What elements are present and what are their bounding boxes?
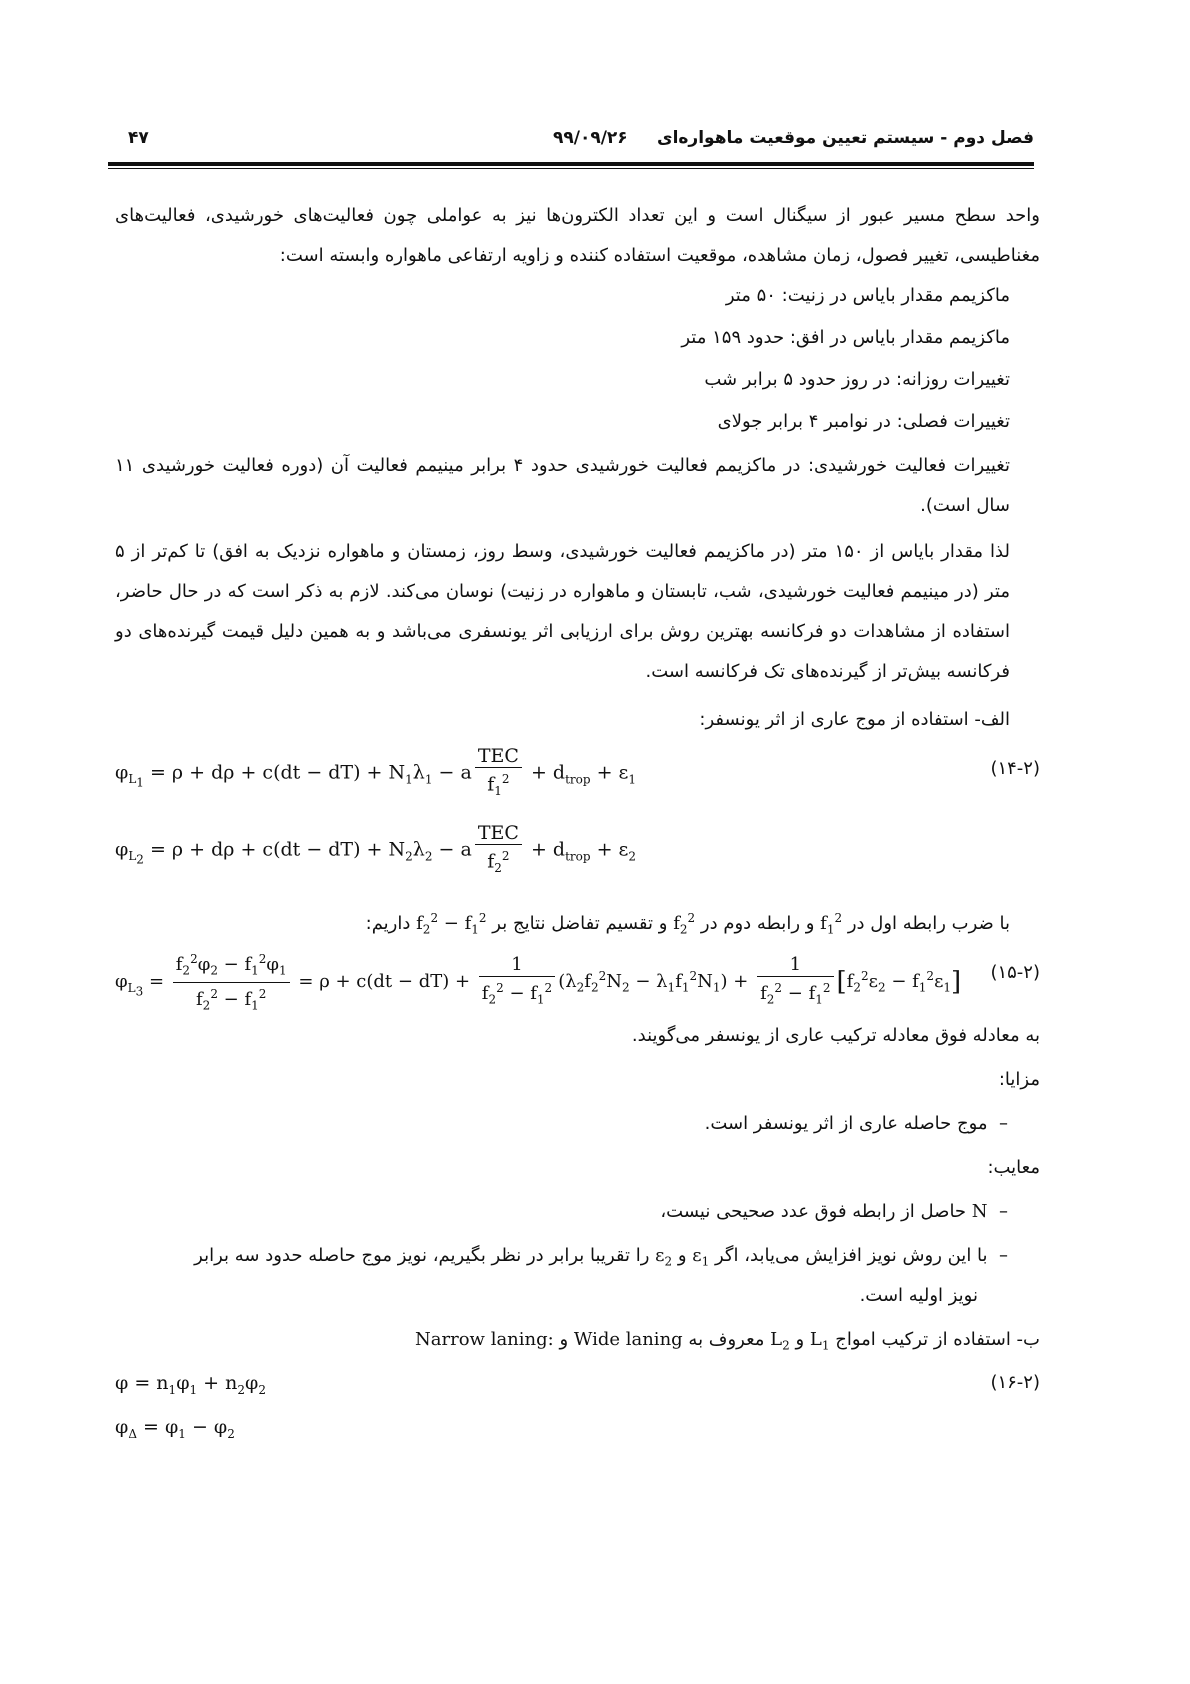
disadvantages-heading: معایب: [987, 1157, 1040, 1178]
advantage-item-1: – موج حاصله عاری از اثر یونسفر است. [704, 1113, 1008, 1134]
paragraph-3: لذا مقدار بایاس از ۱۵۰ متر (در ماکزیمم فعالیت خورشیدی، وسط روز، زمستان و ماهواره نزدیک به افق) تا کم‌تر از ۵ متر (در مینیمم فعالیت خورشیدی، شب، تابستان و ماهواره در زنیت) نوسان می‌کند. لازم به ذکر است که در حال حاضر، استفاده از مشاهدات دو فرکانسه بهترین روش برای ارزیابی اثر یونسفری می‌باشد و به همین دلیل قیمت گیرنده‌های دو فرکانسه بیش‌تر از گیرنده‌های تک فرکانسه است. [115, 541, 1010, 682]
chapter-title: فصل دوم - سیستم تعیین موقعیت ماهواره‌ای [656, 128, 1034, 148]
paragraph-1: واحد سطح مسیر عبور از سیگنال است و این تعداد الکترون‌ها نیز به عواملی چون فعالیت‌های خورشیدی، فعالیت‌های مغناطیسی، تغییر فصول، زمان مشاهده، موقعیت استفاده کننده و زاویه ارتفاعی ماهواره وابسته است: [115, 205, 1040, 266]
header-rule-thick [108, 162, 1034, 166]
paragraph-2: تغییرات فعالیت خورشیدی: در ماکزیمم فعالیت خورشیدی حدود ۴ برابر مینیمم فعالیت آن (دوره فعالیت خورشیدی ۱۱ سال است). [115, 455, 1010, 516]
list-line-4: تغییرات فصلی: در نوامبر ۴ برابر جولای [717, 411, 1010, 432]
disadvantage-item-2: – با این روش نویز افزایش می‌یابد، اگر $\varepsilon_1$ و $\varepsilon_2$ را تقریبا برابر در نظر بگیریم، نویز موج حاصله حدود سه برابر [194, 1245, 1008, 1269]
multiply-sentence: با ضرب رابطه اول در $f_1^2$ و رابطه دوم در $f_2^2$ و تقسیم تفاضل نتایج بر $f_2^2 - f_1^2$ داریم: [365, 911, 1010, 937]
equation-15: $\varphi_{L_3}$ = $\frac{f_2^2\varphi_2 - f_1^2\varphi_1}{f_2^2 - f_1^2}$ = ρ + c(dt − dT) + $\frac{1}{f_2^2 - f_1^2}$ $(\lambda_2f_2^2N_2 - \lambda_1f_1^2N_1)$ + $\frac{1}{f_2^2 - f_1^2}$ $[f_2^2\varepsilon_2 - f_1^2\varepsilon_1]$ [115, 948, 961, 1016]
equation-15-number: (۱۵-۲) [990, 962, 1040, 983]
disadvantage-item-2-cont: نویز اولیه است. [859, 1285, 978, 1306]
equation-14a: $\varphi_{L_1} = \rho + d\rho + c(dt - dT) + N_1\lambda_1 - a$ $\frac{\text{TEC}}{f_1^2}$ + $d_{trop} + \varepsilon_1$ [115, 745, 637, 799]
equation-14-number: (۱۴-۲) [990, 758, 1040, 779]
page-number: ۴۷ [128, 128, 149, 148]
list-line-2: ماکزیمم مقدار بایاس در افق: حدود ۱۵۹ متر [681, 327, 1010, 348]
equation-16b: $\varphi_\Delta = \varphi_1 - \varphi_2$ [115, 1416, 235, 1441]
header-rule-thin [108, 168, 1034, 169]
list-line-1: ماکزیمم مقدار بایاس در زنیت: ۵۰ متر [725, 285, 1010, 306]
list-line-3: تغییرات روزانه: در روز حدود ۵ برابر شب [704, 369, 1010, 390]
equation-14b: $\varphi_{L_2} = \rho + d\rho + c(dt - dT) + N_2\lambda_2 - a$ $\frac{\text{TEC}}{f_2^2}$ + $d_{trop} + \varepsilon_2$ [115, 822, 637, 876]
combo-sentence: به معادله فوق معادله ترکیب عاری از یونسفر می‌گویند. [631, 1025, 1040, 1046]
page-header [108, 128, 1034, 158]
header-date: ۹۹/۰۹/۲۶ [553, 128, 628, 148]
disadvantage-item-1: – N حاصل از رابطه فوق عدد صحیحی نیست، [660, 1201, 1008, 1222]
section-alef: الف- استفاده از موج عاری از اثر یونسفر: [699, 709, 1010, 730]
equation-16a: $\varphi = n_1\varphi_1 + n_2\varphi_2$ [115, 1372, 266, 1397]
advantages-heading: مزایا: [998, 1069, 1040, 1090]
equation-16-number: (۱۶-۲) [990, 1372, 1040, 1393]
section-be: ب- استفاده از ترکیب امواج $L_1$ و $L_2$ معروف به Wide laning و Narrow laning: [415, 1329, 1040, 1353]
